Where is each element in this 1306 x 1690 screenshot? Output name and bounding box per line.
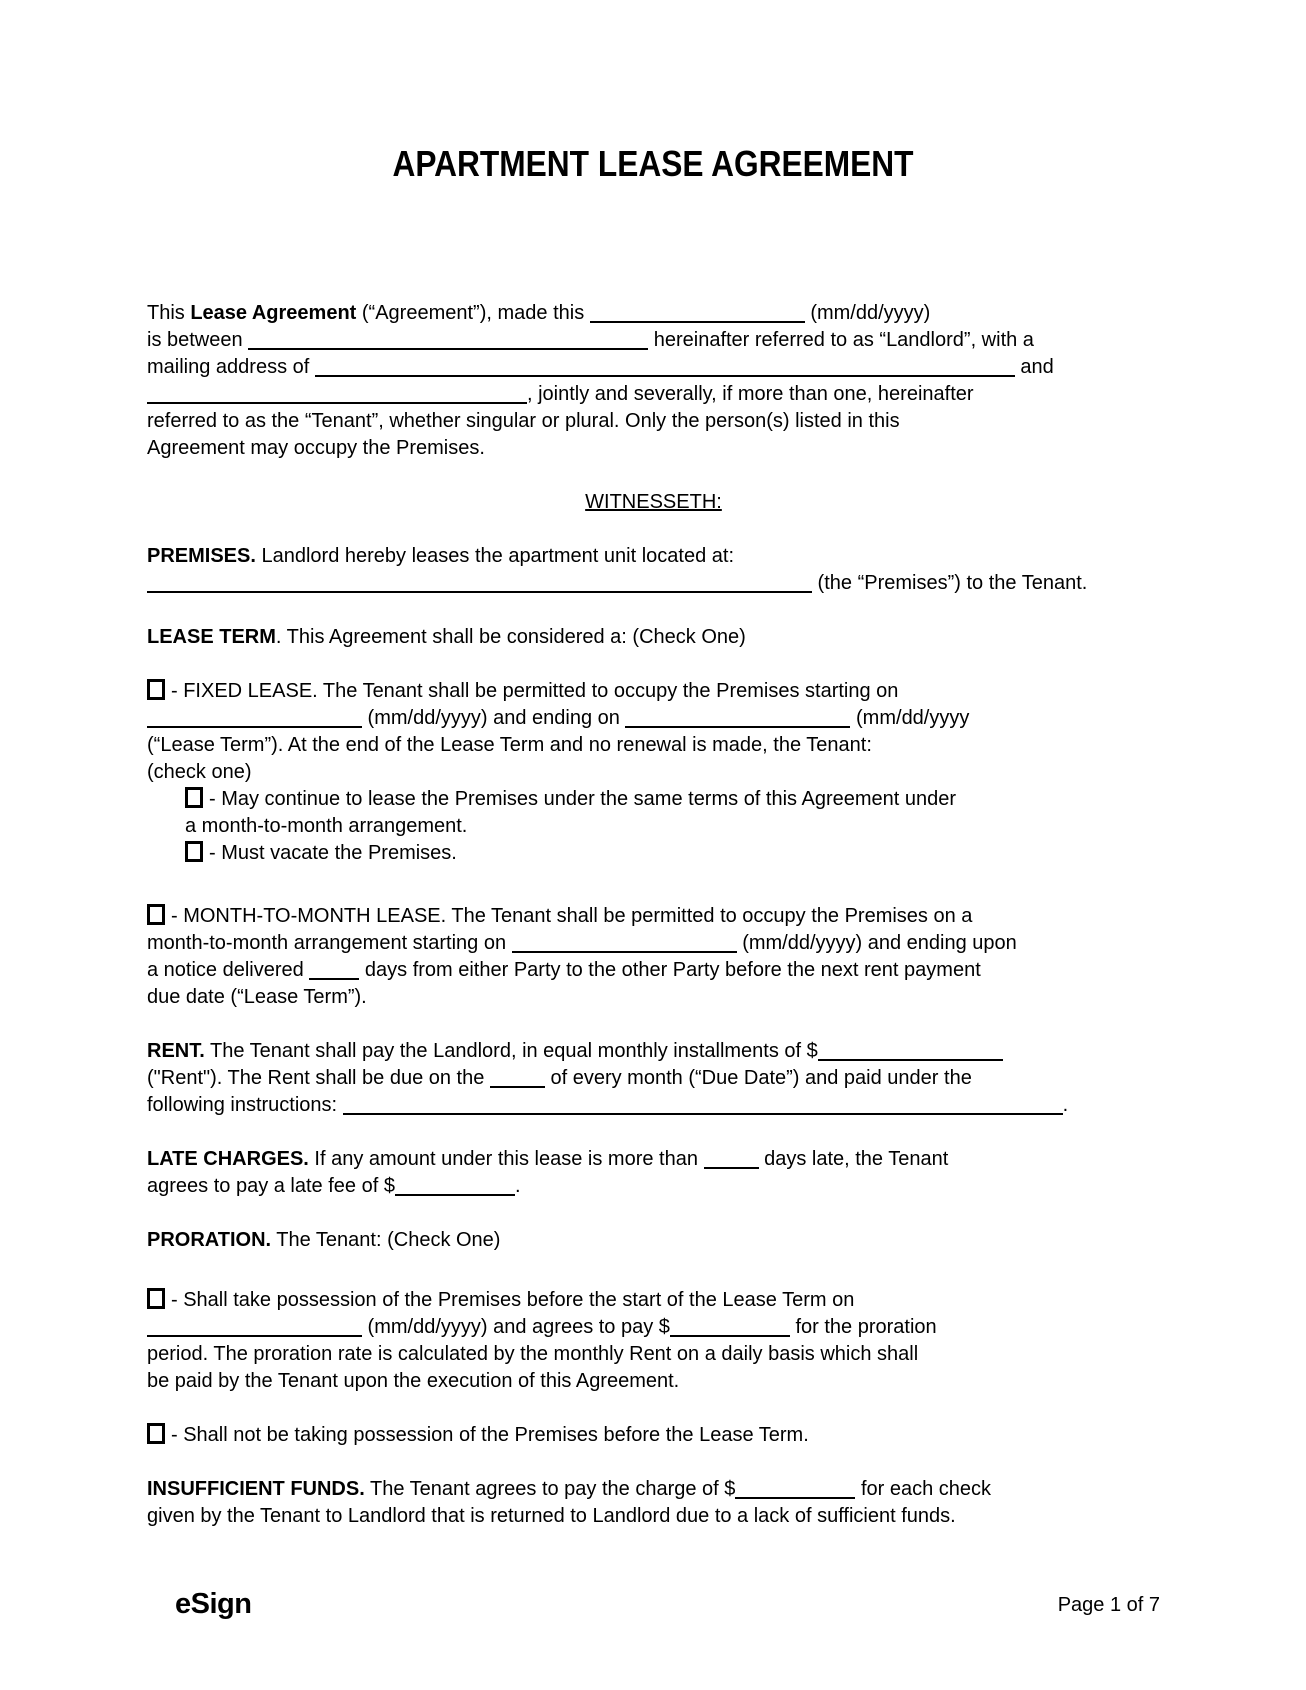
text-line (147, 1314, 1160, 1341)
page-number: Page 1 of 7 (1057, 1594, 1160, 1616)
section-month-to-month-option (147, 903, 1160, 1011)
section-late-charges-clause (147, 1146, 1160, 1200)
text-run: The Tenant: (Check One) (271, 1229, 501, 1251)
text-line (147, 1065, 1160, 1092)
section-premises-clause (147, 543, 1160, 597)
bold-text-run: Lease Agreement (190, 302, 357, 324)
blank-field[interactable] (512, 949, 737, 953)
text-run: for each check (855, 1478, 992, 1500)
text-line (147, 1146, 1160, 1173)
section-rent-clause (147, 1038, 1160, 1119)
blank-field[interactable] (395, 1192, 515, 1196)
text-run: given by the Tenant to Landlord that is returned to Landlord due to a lack of sufficient funds. (147, 1505, 956, 1527)
text-run: days late, the Tenant (758, 1148, 949, 1170)
text-run: WITNESSETH: (585, 491, 722, 513)
text-line (147, 732, 1160, 759)
blank-field[interactable] (670, 1333, 790, 1337)
text-run: a month-to-month arrangement. (185, 815, 468, 837)
text-run: period. The proration rate is calculated by the monthly Rent on a daily basis which shall (147, 1343, 919, 1365)
blank-field[interactable] (625, 724, 850, 728)
text-run: , jointly and severally, if more than one, hereinafter (527, 383, 974, 405)
bold-text-run: RENT. (147, 1040, 205, 1062)
checkbox[interactable] (147, 679, 165, 700)
blank-field[interactable] (309, 976, 359, 980)
text-run: (the “Premises”) to the Tenant. (812, 572, 1088, 594)
text-run: and (1014, 356, 1054, 378)
text-line (147, 678, 1160, 705)
text-line (147, 1227, 1160, 1254)
text-line (147, 327, 1160, 354)
document-body (147, 300, 1160, 1530)
text-line (147, 1341, 1160, 1368)
blank-field[interactable] (248, 346, 648, 350)
text-line (147, 984, 1160, 1011)
text-run: - Shall not be taking possession of the Premises before the Lease Term. (171, 1424, 809, 1446)
text-line (147, 840, 1160, 867)
text-run: The Tenant agrees to pay the charge of $ (364, 1478, 736, 1500)
section-intro-paragraph (147, 300, 1160, 462)
text-run: Agreement may occupy the Premises. (147, 437, 485, 459)
blank-field[interactable] (147, 724, 362, 728)
bold-text-run: PREMISES. (147, 545, 256, 567)
text-line (147, 300, 1160, 327)
section-proration-take-possession-option (147, 1287, 1160, 1395)
text-run: This (147, 302, 191, 324)
text-line (147, 786, 1160, 813)
checkbox[interactable] (185, 787, 203, 808)
text-run: be paid by the Tenant upon the execution of this Agreement. (147, 1370, 680, 1392)
text-run: days from either Party to the other Party before the next rent payment (359, 959, 981, 981)
section-witnesseth-heading (147, 489, 1160, 516)
text-line (147, 1368, 1160, 1395)
text-line (147, 1173, 1160, 1200)
text-line (147, 1038, 1160, 1065)
text-run: for the proration (789, 1316, 937, 1338)
blank-field[interactable] (818, 1057, 1003, 1061)
text-line (147, 759, 1160, 786)
text-run: agrees to pay a late fee of $ (147, 1175, 395, 1197)
text-run: of every month (“Due Date”) and paid under the (544, 1067, 972, 1089)
text-line (147, 435, 1160, 462)
text-run: (mm/dd/yyyy) and agrees to pay $ (362, 1316, 670, 1338)
section-lease-term-heading (147, 624, 1160, 651)
text-run: The Tenant shall pay the Landlord, in equal monthly installments of $ (204, 1040, 818, 1062)
text-line (147, 570, 1160, 597)
page-title (147, 142, 1160, 186)
text-run: hereinafter referred to as “Landlord”, with a (648, 329, 1034, 351)
section-proration-no-possession-option (147, 1422, 1160, 1449)
text-run: - Shall take possession of the Premises before the start of the Lease Term on (171, 1289, 855, 1311)
text-run: (mm/dd/yyyy) and ending on (362, 707, 626, 729)
blank-field[interactable] (704, 1165, 759, 1169)
text-line (147, 1422, 1160, 1449)
checkbox[interactable] (147, 904, 165, 925)
text-line (147, 408, 1160, 435)
text-line (147, 903, 1160, 930)
text-line (147, 813, 1160, 840)
section-proration-heading (147, 1227, 1160, 1254)
text-run: . (1062, 1094, 1069, 1116)
text-run: a notice delivered (147, 959, 310, 981)
section-fixed-lease-option (147, 678, 1160, 867)
text-line (147, 1092, 1160, 1119)
blank-field[interactable] (147, 589, 812, 593)
text-run: - Must vacate the Premises. (209, 842, 457, 864)
text-run: month-to-month arrangement starting on (147, 932, 512, 954)
text-run: (mm/dd/yyyy) (804, 302, 931, 324)
text-run: is between (147, 329, 249, 351)
text-run: (mm/dd/yyyy (850, 707, 970, 729)
blank-field[interactable] (147, 400, 527, 404)
text-line (147, 543, 1160, 570)
text-run: - FIXED LEASE. The Tenant shall be permitted to occupy the Premises starting on (171, 680, 899, 702)
blank-field[interactable] (343, 1111, 1063, 1115)
blank-field[interactable] (590, 319, 805, 323)
text-run: mailing address of (147, 356, 315, 378)
checkbox[interactable] (147, 1288, 165, 1309)
text-line (147, 354, 1160, 381)
text-line (147, 489, 1160, 516)
text-line (147, 624, 1160, 651)
text-run: (“Agreement”), made this (356, 302, 590, 324)
text-run: following instructions: (147, 1094, 343, 1116)
text-run: (“Lease Term”). At the end of the Lease Term and no renewal is made, the Tenant: (147, 734, 872, 756)
blank-field[interactable] (490, 1084, 545, 1088)
blank-field[interactable] (735, 1495, 855, 1499)
text-run: Landlord hereby leases the apartment unit located at: (255, 545, 735, 567)
text-line (147, 705, 1160, 732)
text-run: (mm/dd/yyyy) and ending upon (736, 932, 1017, 954)
text-line (147, 957, 1160, 984)
text-run: If any amount under this lease is more than (308, 1148, 704, 1170)
section-insufficient-funds-clause (147, 1476, 1160, 1530)
text-run: . This Agreement shall be considered a: (Check One) (275, 626, 746, 648)
text-line (147, 1287, 1160, 1314)
esign-logo: eSign (175, 1588, 252, 1620)
page-footer (175, 1588, 1160, 1621)
bold-text-run: INSUFFICIENT FUNDS. (147, 1478, 365, 1500)
text-run: ("Rent"). The Rent shall be due on the (147, 1067, 490, 1089)
text-run: (check one) (147, 761, 252, 783)
text-line (147, 1476, 1160, 1503)
text-run: - May continue to lease the Premises under the same terms of this Agreement under (209, 788, 957, 810)
text-run: referred to as the “Tenant”, whether singular or plural. Only the person(s) listed in this (147, 410, 900, 432)
text-line (147, 930, 1160, 957)
blank-field[interactable] (147, 1333, 362, 1337)
text-run: - MONTH-TO-MONTH LEASE. The Tenant shall be permitted to occupy the Premises on a (171, 905, 973, 927)
bold-text-run: LEASE TERM (147, 626, 276, 648)
checkbox[interactable] (185, 841, 203, 862)
blank-field[interactable] (315, 373, 1015, 377)
text-line (147, 381, 1160, 408)
bold-text-run: PRORATION. (147, 1229, 272, 1251)
text-run: due date (“Lease Term”). (147, 986, 367, 1008)
checkbox[interactable] (147, 1423, 165, 1444)
bold-text-run: LATE CHARGES. (147, 1148, 309, 1170)
text-line (147, 1503, 1160, 1530)
page-title-text: APARTMENT LEASE AGREEMENT (393, 143, 914, 184)
text-run: . (514, 1175, 521, 1197)
